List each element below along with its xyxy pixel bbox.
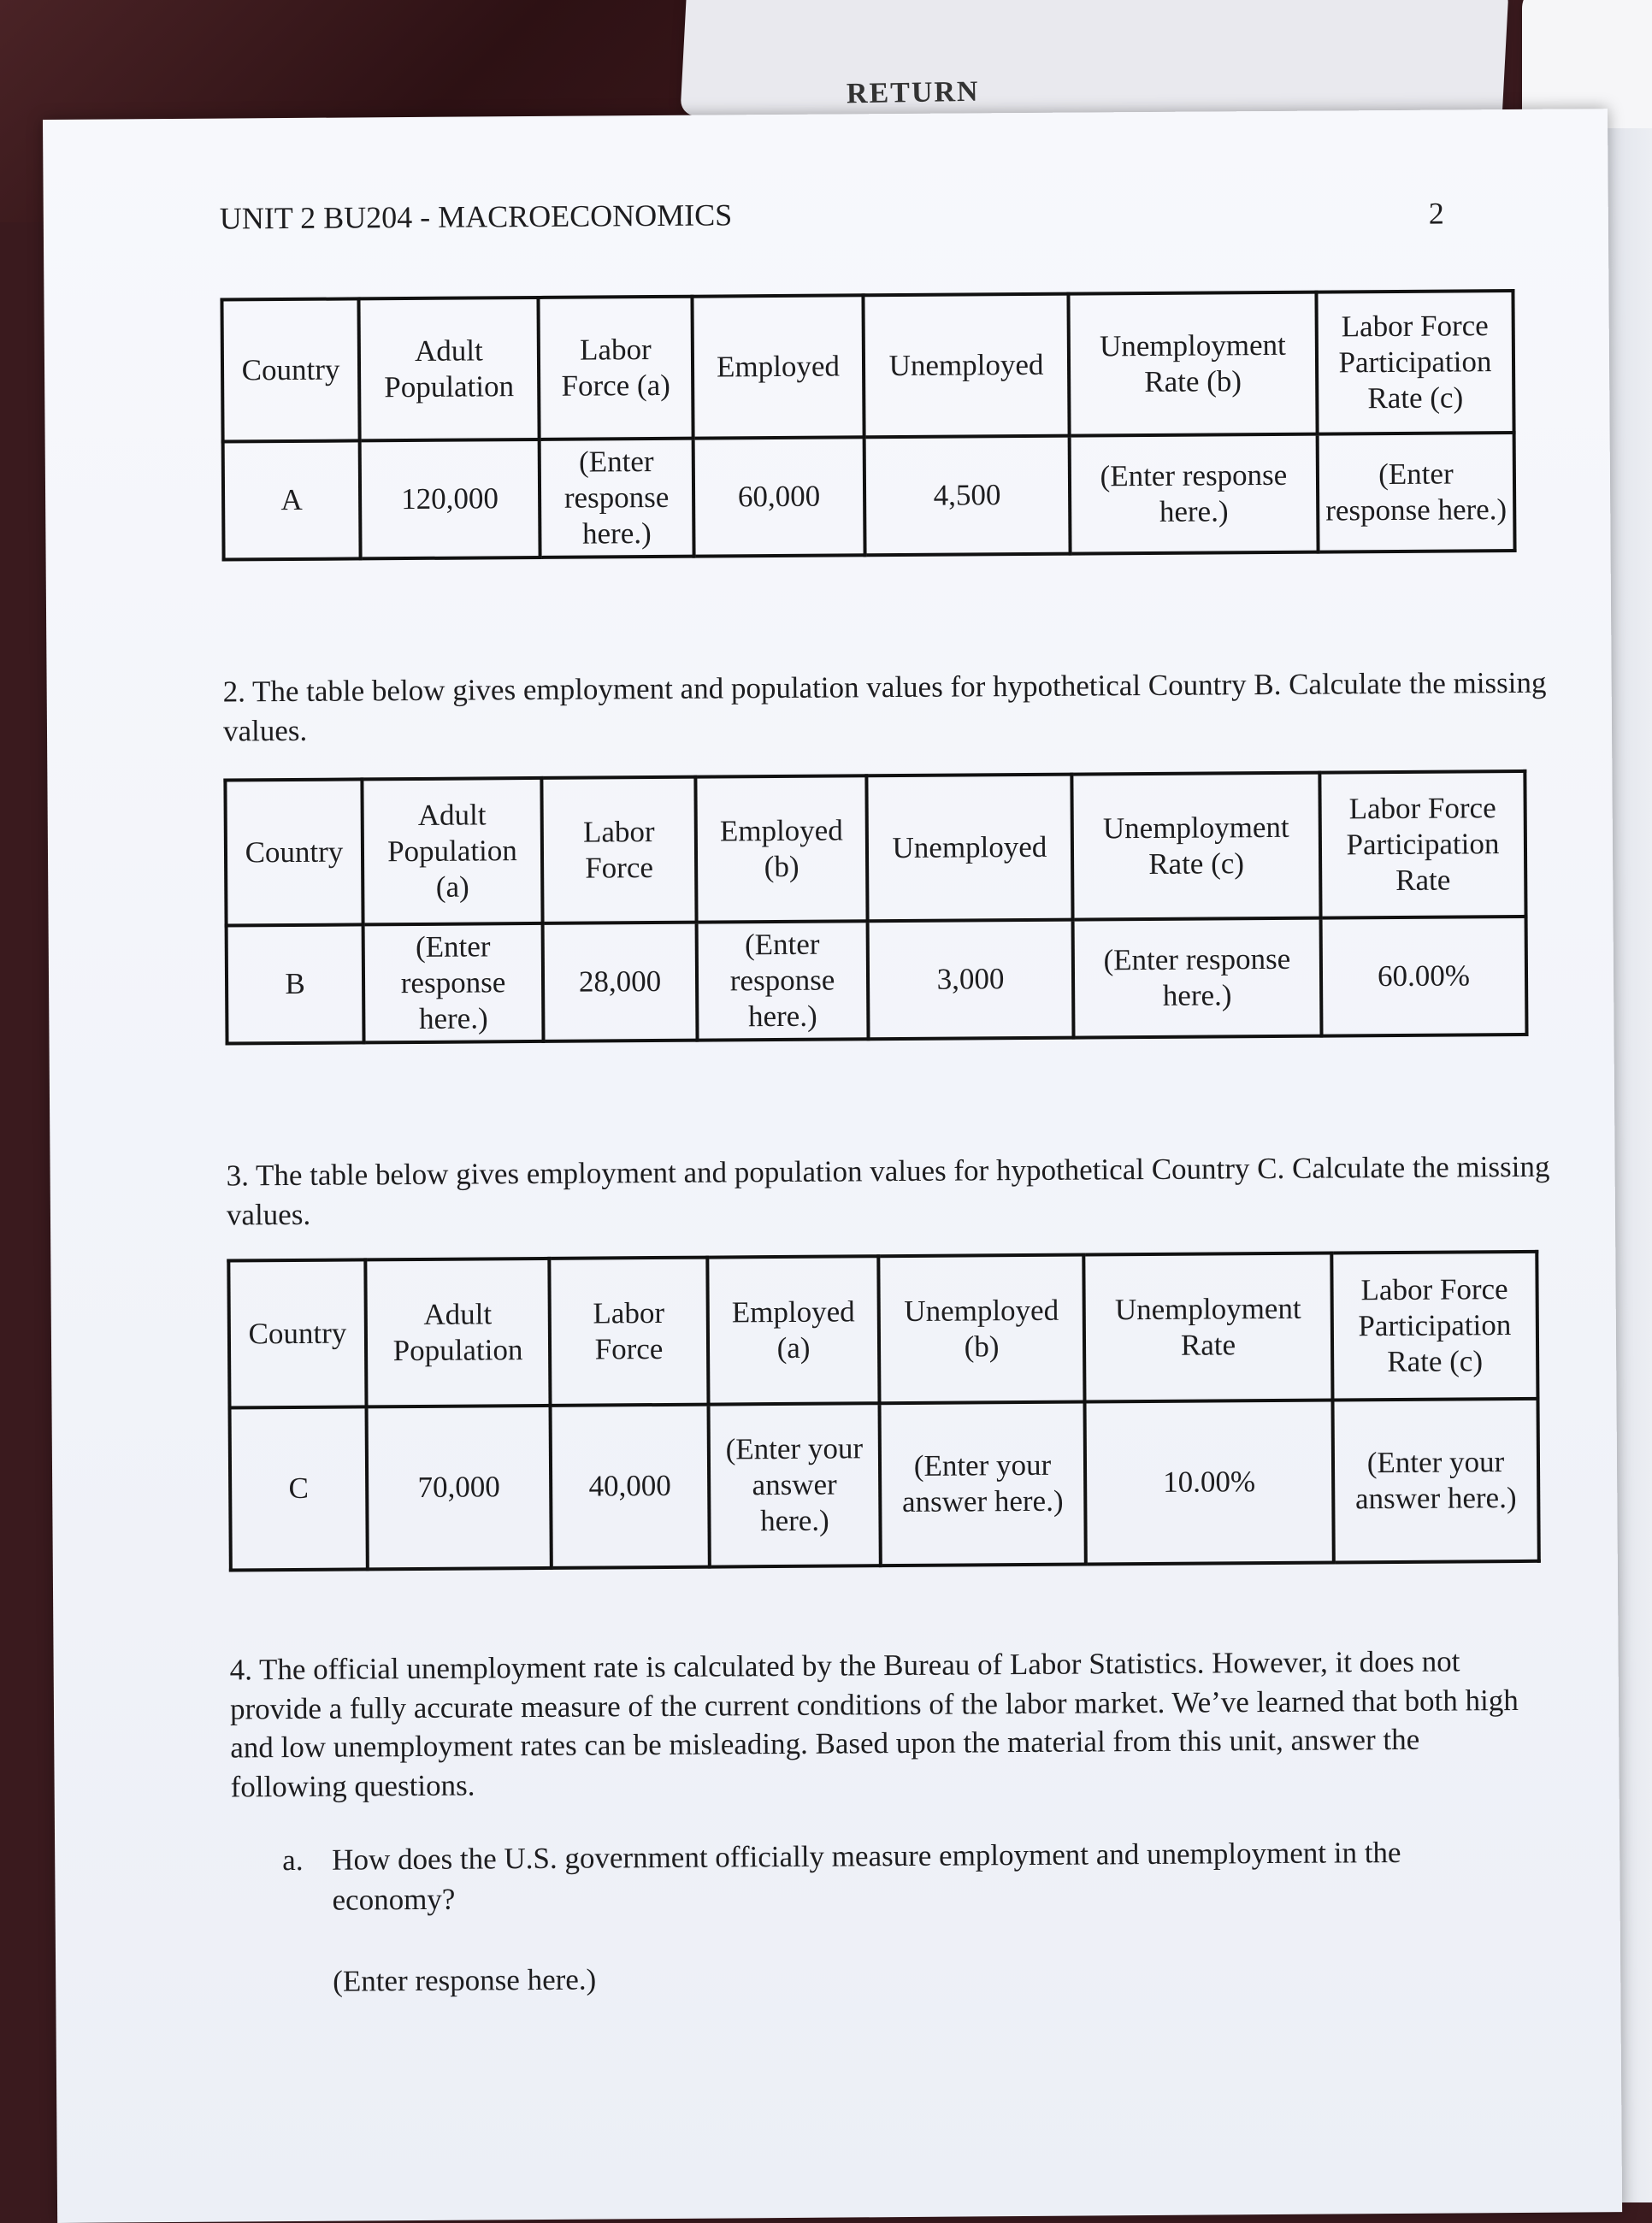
header-cell: Adult Population [358, 298, 539, 440]
table-cell: 60,000 [693, 437, 865, 556]
table-header-row [221, 291, 1513, 442]
header-cell: Country [225, 779, 363, 925]
table-cell: 60.00% [1321, 917, 1527, 1036]
table-row [227, 917, 1527, 1044]
table-cell: B [227, 924, 364, 1043]
response-cell[interactable]: (Enter response here.) [540, 439, 694, 557]
table-row [223, 433, 1515, 560]
response-cell[interactable]: (Enter your answer here.) [880, 1402, 1086, 1566]
header-cell: Labor Force (a) [538, 297, 693, 439]
table-cell: A [223, 440, 361, 559]
header-cell: Employed (b) [695, 775, 867, 922]
header-cell: Country [221, 298, 359, 441]
answer-4a[interactable]: (Enter response here.) [333, 1962, 597, 1998]
response-cell[interactable]: (Enter response here.) [697, 921, 869, 1040]
header-cell: Employed [692, 295, 864, 438]
header-cell: Labor Force Participation Rate [1319, 771, 1525, 918]
page-number: 2 [1428, 196, 1444, 231]
table-header-row [225, 771, 1525, 926]
page-title: UNIT 2 BU204 - MACROECONOMICS [219, 198, 733, 236]
question-4a-text: How does the U.S. government officially measure employment and unemployment in the economy? [332, 1835, 1401, 1917]
question-2: 2. The table below gives employment and population values for hypothetical Country B. Calculate the missing values. [222, 665, 1547, 748]
header-cell: Unemployment Rate (c) [1071, 773, 1320, 920]
question-4: 4. The official unemployment rate is calculated by the Bureau of Labor Statistics. However, it does not provide a fully accurate measure of the current conditions of the labor market. We’ve learned that both high and low unemployment rates can be misleading. Based upon the material from this unit, answer the following questions. [229, 1644, 1519, 1804]
table-cell: C [230, 1406, 368, 1570]
table-country-c [227, 1250, 1541, 1572]
response-cell[interactable]: (Enter your answer here.) [709, 1403, 881, 1566]
header-cell: Adult Population [365, 1259, 550, 1406]
table-cell: 120,000 [360, 439, 540, 558]
question-4a-letter: a. [282, 1843, 304, 1878]
table-row [230, 1399, 1539, 1571]
header-cell: Unemployed [863, 294, 1069, 438]
header-cell: Labor Force Participation Rate (c) [1316, 291, 1513, 434]
header-cell: Unemployed (b) [878, 1255, 1084, 1404]
header-cell: Labor Force [549, 1258, 708, 1406]
table-country-a [220, 289, 1516, 562]
header-cell: Labor Force Participation Rate (c) [1331, 1252, 1537, 1400]
header-cell: Unemployment Rate (b) [1068, 292, 1317, 436]
question-3: 3. The table below gives employment and population values for hypothetical Country C. Calculate the missing values. [226, 1149, 1550, 1232]
response-cell[interactable]: (Enter response here.) [1070, 434, 1319, 554]
question-4a [282, 1831, 1530, 1920]
table-cell: 28,000 [543, 923, 698, 1041]
response-cell[interactable]: (Enter your answer here.) [1332, 1399, 1538, 1563]
table-header-row [228, 1252, 1537, 1408]
response-cell[interactable]: (Enter response here.) [363, 923, 544, 1042]
table-country-b [223, 770, 1528, 1046]
response-cell[interactable]: (Enter response here.) [1073, 918, 1322, 1038]
header-cell: Adult Population (a) [362, 778, 542, 924]
table-cell: 4,500 [864, 436, 1071, 556]
table-cell: 3,000 [868, 920, 1074, 1040]
table-cell: 10.00% [1084, 1400, 1333, 1565]
header-cell: Unemployment Rate [1083, 1253, 1332, 1402]
header-cell: Country [228, 1259, 366, 1407]
table-cell: 40,000 [551, 1405, 710, 1568]
header-cell: Employed (a) [707, 1256, 879, 1404]
table-cell: 70,000 [367, 1406, 552, 1569]
document-page [43, 109, 1622, 2223]
header-cell: Unemployed [866, 775, 1072, 922]
header-cell: Labor Force [541, 777, 696, 923]
response-cell[interactable]: (Enter response here.) [1318, 433, 1515, 552]
background-return-label: RETURN [846, 75, 980, 110]
